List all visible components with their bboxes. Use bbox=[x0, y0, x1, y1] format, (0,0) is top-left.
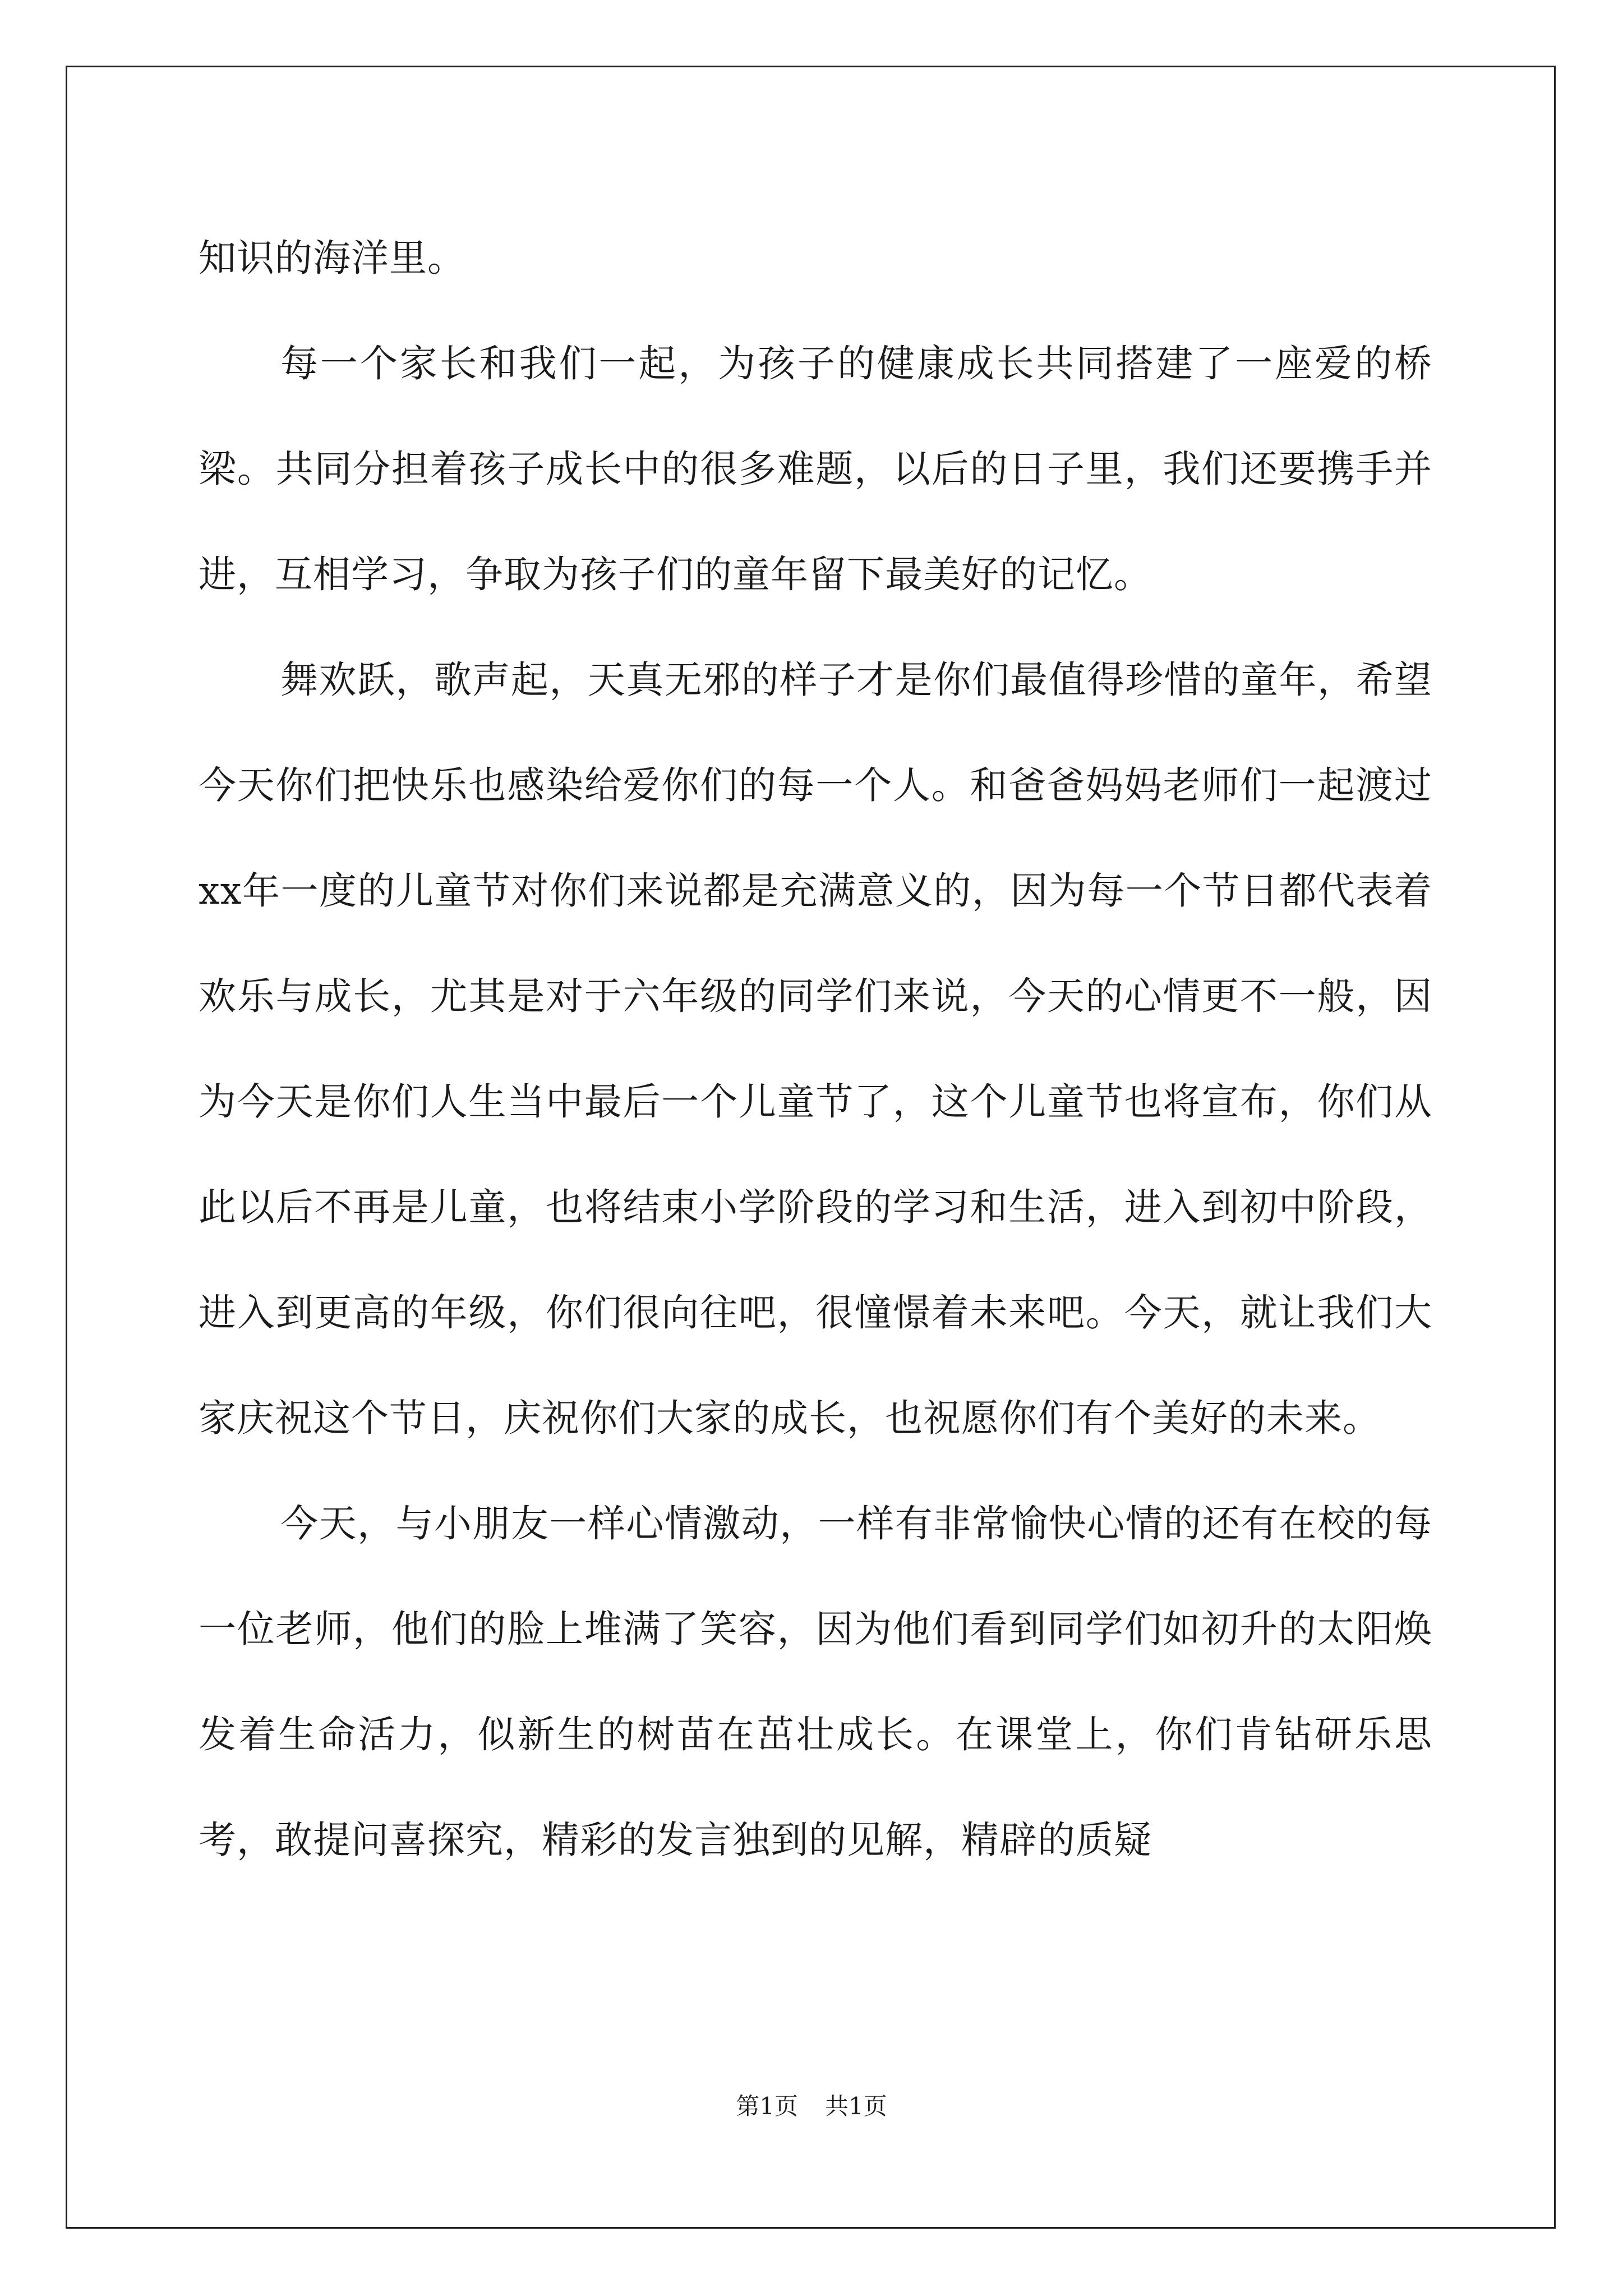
paragraph-3: 舞欢跃，歌声起，天真无邪的样子才是你们最值得珍惜的童年，希望今天你们把快乐也感染给爱你们的每一个人。和爸爸妈妈老师们一起渡过xx年一度的儿童节对你们来说都是充满意义的，因为每一个节日都代表着欢乐与成长，尤其是对于六年级的同学们来说，今天的心情更不一般，因为今天是你们人生当中最后一个儿童节了，这个儿童节也将宣布，你们从此以后不再是儿童，也将结束小学阶段的学习和生活，进入到初中阶段，进入到更高的年级，你们很向往吧，很憧憬着未来吧。今天，就让我们大家庆祝这个节日，庆祝你们大家的成长，也祝愿你们有个美好的未来。 bbox=[199, 658, 1432, 1440]
paragraph-4: 今天，与小朋友一样心情激动，一样有非常愉快心情的还有在校的每一位老师，他们的脸上堆满了笑容，因为他们看到同学们如初升的太阳焕发着生命活力，似新生的树苗在茁壮成长。在课堂上，你们肯钻研乐思考，敢提问喜探究，精彩的发言独到的见解，精辟的质疑 bbox=[199, 1502, 1432, 1862]
page-number: 第1页 bbox=[736, 2092, 798, 2120]
paragraph-1: 知识的海洋里。 bbox=[199, 236, 465, 280]
page-total: 共1页 bbox=[825, 2092, 887, 2120]
paragraph-2: 每一个家长和我们一起，为孩子的健康成长共同搭建了一座爱的桥梁。共同分担着孩子成长中的很多难题，以后的日子里，我们还要携手并进，互相学习，争取为孩子们的童年留下最美好的记忆。 bbox=[199, 342, 1432, 596]
page-footer bbox=[0, 2088, 1623, 2122]
document-body bbox=[199, 205, 1432, 1893]
